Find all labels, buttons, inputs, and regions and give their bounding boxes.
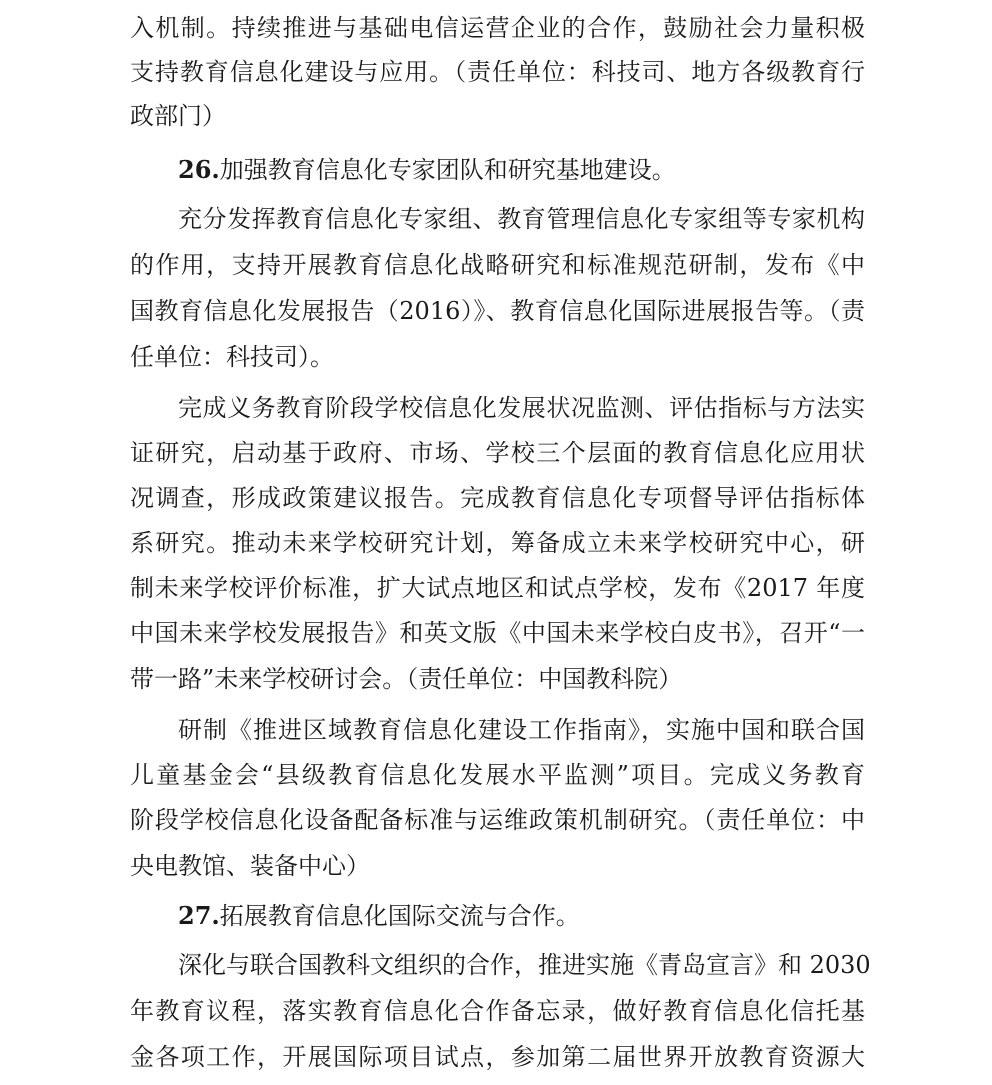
paragraph-line: 系研究。推动未来学校研究计划，筹备成立未来学校研究中心，研 [130, 529, 865, 557]
paragraph-line: 况调查，形成政策建议报告。完成教育信息化专项督导评估指标体 [130, 484, 865, 512]
paragraph-line: 入机制。持续推进与基础电信运营企业的合作，鼓励社会力量积极 [130, 14, 865, 42]
section-heading-26 [130, 148, 865, 192]
paragraph-line: 完成义务教育阶段学校信息化发展状况监测、评估指标与方法实 [178, 394, 865, 422]
paragraph-line: 的作用，支持开展教育信息化战略研究和标准规范研制，发布《中 [130, 251, 865, 279]
paragraph-line: 研制《推进区域教育信息化建设工作指南》，实施中国和联合国 [178, 716, 865, 744]
paragraph-line: 证研究，启动基于政府、市场、学校三个层面的教育信息化应用状 [130, 439, 865, 467]
section-heading-27 [130, 894, 865, 938]
paragraph-line: 支持教育信息化建设与应用。（责任单位：科技司、地方各级教育行 [130, 58, 865, 86]
section-number: 27. [178, 901, 220, 930]
section-title: 加强教育信息化专家团队和研究基地建设。 [219, 156, 676, 184]
paragraph-line: 金各项工作，开展国际项目试点，参加第二届世界开放教育资源大 [130, 1043, 865, 1071]
paragraph-line: 国教育信息化发展报告（2016）》、教育信息化国际进展报告等。（责 [130, 297, 865, 325]
paragraph-line: 儿童基金会“县级教育信息化发展水平监测”项目。完成义务教育 [130, 761, 865, 789]
paragraph-line: 制未来学校评价标准，扩大试点地区和试点学校，发布《2017 年度 [130, 574, 865, 602]
paragraph-line: 充分发挥教育信息化专家组、教育管理信息化专家组等专家机构 [178, 205, 865, 233]
paragraph-line: 年教育议程，落实教育信息化合作备忘录，做好教育信息化信托基 [130, 997, 865, 1025]
paragraph-line: 中国未来学校发展报告》和英文版《中国未来学校白皮书》，召开“一 [130, 619, 865, 647]
paragraph-line: 任单位：科技司）。 [130, 343, 334, 371]
section-number: 26. [178, 155, 220, 184]
section-title: 拓展教育信息化国际交流与合作。 [219, 902, 580, 930]
paragraph-line: 央电教馆、装备中心） [130, 852, 370, 880]
paragraph-line: 政部门） [130, 102, 226, 130]
paragraph-line: 深化与联合国教科文组织的合作，推进实施《青岛宣言》和 2030 [178, 951, 871, 979]
paragraph-line: 带一路”未来学校研讨会。（责任单位：中国教科院） [130, 665, 683, 693]
paragraph-line: 阶段学校信息化设备配备标准与运维政策机制研究。（责任单位：中 [130, 806, 865, 834]
